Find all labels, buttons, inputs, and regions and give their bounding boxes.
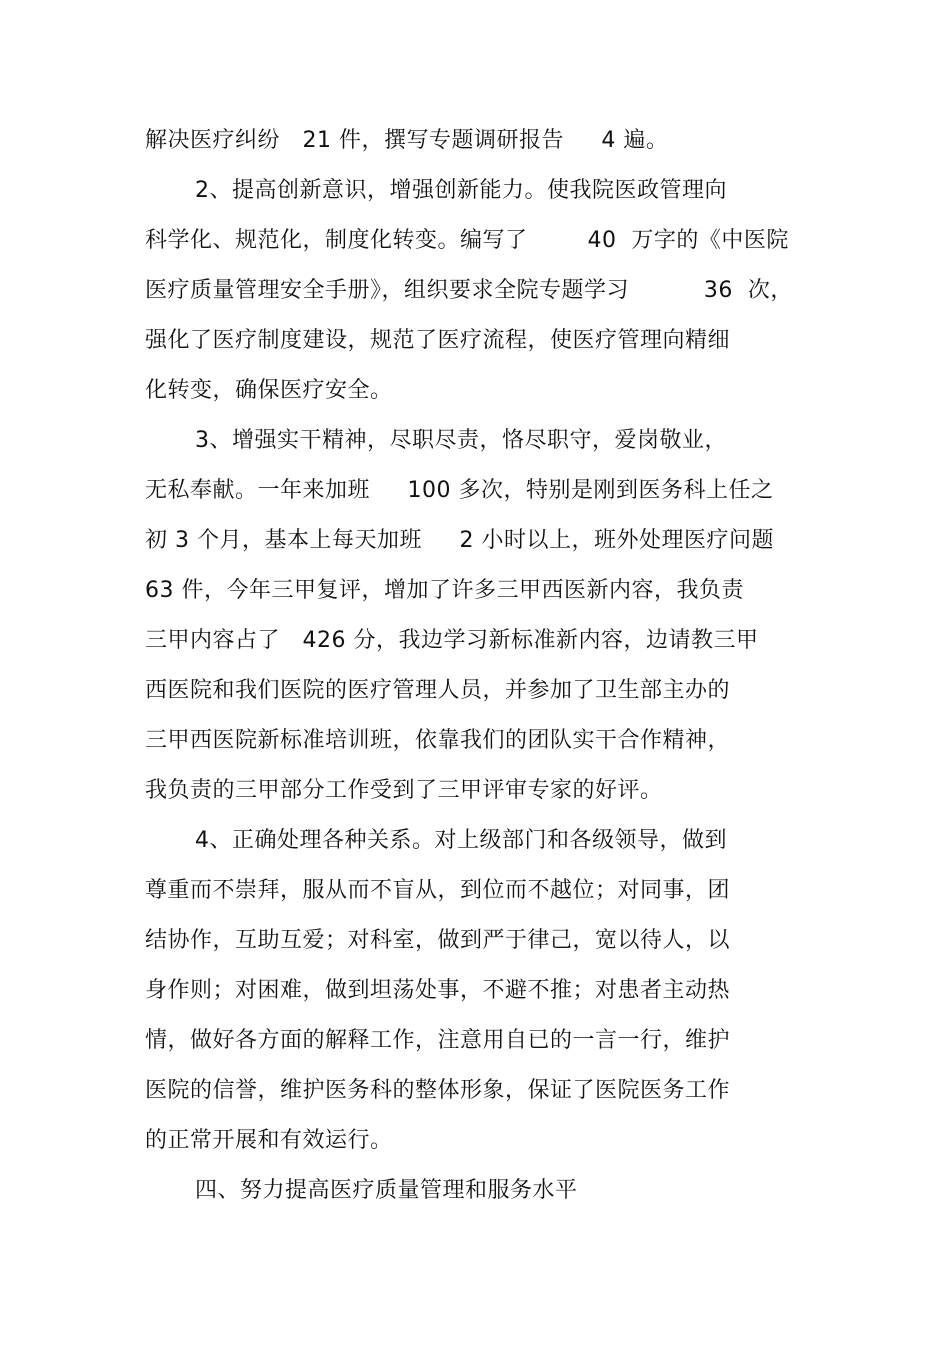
text-line: 身作则；对困难，做到坦荡处事，不避不推；对患者主动热	[145, 978, 731, 1003]
text-line: 3、增强实干精神，尽职尽责，恪尽职守，爱岗敬业，	[195, 428, 727, 453]
text-line: 医院的信誉，维护医务科的整体形象，保证了医院医务工作	[145, 1078, 731, 1103]
text-line: 化转变，确保医疗安全。	[145, 378, 393, 403]
text-line: 科学化、规范化，制度化转变。编写了 40 万字的《中医院	[145, 228, 789, 253]
text-line: 无私奉献。一年来加班 100 多次，特别是刚到医务科上任之	[145, 478, 774, 503]
text-line: 的正常开展和有效运行。	[145, 1128, 393, 1153]
text-line: 我负责的三甲部分工作受到了三甲评审专家的好评。	[145, 778, 663, 803]
text-line: 尊重而不崇拜，服从而不盲从，到位而不越位；对同事，团	[145, 878, 731, 903]
text-line: 强化了医疗制度建设，规范了医疗流程，使医疗管理向精细	[145, 328, 731, 353]
text-line: 情，做好各方面的解释工作，注意用自已的一言一行，维护	[145, 1028, 731, 1053]
text-line: 解决医疗纠纷 21 件，撰写专题调研报告 4 遍。	[145, 128, 669, 153]
text-line: 结协作，互助互爱；对科室，做到严于律己，宽以待人，以	[145, 928, 731, 953]
text-line: 2、提高创新意识，增强创新能力。使我院医政管理向	[195, 178, 727, 203]
text-line: 初 3 个月，基本上每天加班 2 小时以上，班外处理医疗问题	[145, 528, 774, 553]
text-line: 三甲内容占了 426 分，我边学习新标准新内容，边请教三甲	[145, 628, 759, 653]
text-line: 三甲西医院新标准培训班，依靠我们的团队实干合作精神，	[145, 728, 731, 753]
text-line: 4、正确处理各种关系。对上级部门和各级领导，做到	[195, 828, 727, 853]
text-line: 63 件，今年三甲复评，增加了许多三甲西医新内容，我负责	[145, 578, 744, 603]
text-line: 西医院和我们医院的医疗管理人员，并参加了卫生部主办的	[145, 678, 731, 703]
section-heading: 四、努力提高医疗质量管理和服务水平	[195, 1178, 578, 1203]
text-line: 医疗质量管理安全手册》，组织要求全院专题学习 36 次，	[145, 278, 793, 303]
